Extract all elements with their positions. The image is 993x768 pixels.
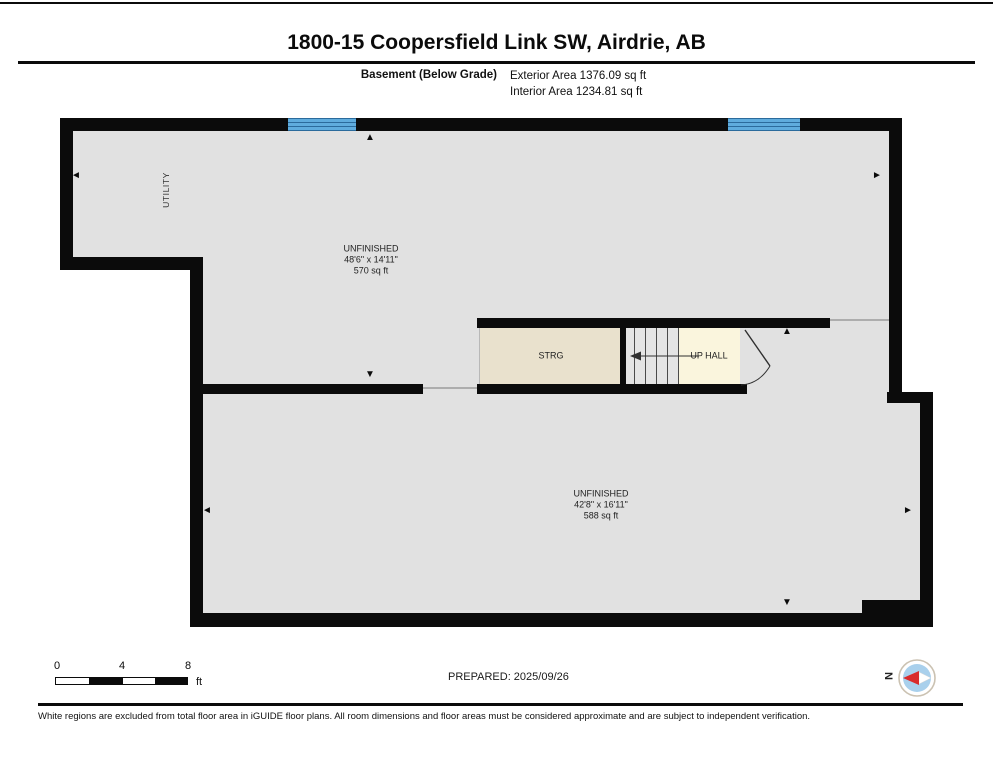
measure-arrow-right-icon: ►: [903, 505, 913, 516]
room-label-unfinished-upper: [343, 244, 398, 277]
measure-arrow-up-icon: ▲: [782, 326, 792, 337]
prepared-date: PREPARED: 2025/09/26: [448, 671, 569, 683]
scale-tick-8: 8: [184, 660, 192, 672]
scale-tick-0: 0: [53, 660, 61, 672]
scale-bar-segment: [89, 678, 123, 684]
room-area: 588 sq ft: [583, 510, 619, 521]
page-title: 1800-15 Coopersfield Link SW, Airdrie, AB: [287, 31, 706, 54]
measure-arrow-left-icon: ◄: [202, 505, 212, 516]
scale-bar-segment: [155, 678, 187, 684]
stair-direction-arrowhead: [630, 352, 641, 361]
measure-arrow-up-icon: ▲: [365, 132, 375, 143]
door-swing: [741, 366, 770, 385]
room-label-utility: UTILITY: [161, 172, 171, 208]
exterior-area: Exterior Area 1376.09 sq ft: [510, 70, 647, 82]
scale-unit-label: ft: [196, 676, 203, 688]
room-dimensions: 48'6" x 14'11": [344, 254, 398, 265]
measure-arrow-left-icon: ◄: [71, 170, 81, 181]
room-label-unfinished-lower: [573, 489, 628, 522]
room-name: UNFINISHED: [343, 243, 399, 254]
interior-area: Interior Area 1234.81 sq ft: [510, 85, 643, 98]
disclaimer-text: White regions are excluded from total floor area in iGUIDE floor plans. All room dimensions and floor areas must be considered approximate and are subject to independent verification.: [38, 711, 811, 722]
footer-divider: [38, 703, 963, 706]
floor-name-label: Basement (Below Grade): [360, 69, 497, 81]
door-leaf: [745, 330, 770, 366]
scale-tick-4: 4: [118, 660, 126, 672]
measure-arrow-down-icon: ▼: [365, 369, 375, 380]
compass-north-label: N: [881, 672, 894, 680]
measure-arrow-right-icon: ►: [872, 170, 882, 181]
measure-arrow-down-icon: ▼: [782, 597, 792, 608]
room-label-up-hall: UP HALL: [690, 350, 728, 361]
room-name: UNFINISHED: [573, 488, 629, 499]
compass-icon: [897, 658, 937, 698]
room-dimensions: 42'8" x 16'11": [574, 499, 628, 510]
scale-bar: [55, 677, 188, 685]
room-label-storage: STRG: [538, 350, 564, 361]
room-area: 570 sq ft: [353, 265, 389, 276]
